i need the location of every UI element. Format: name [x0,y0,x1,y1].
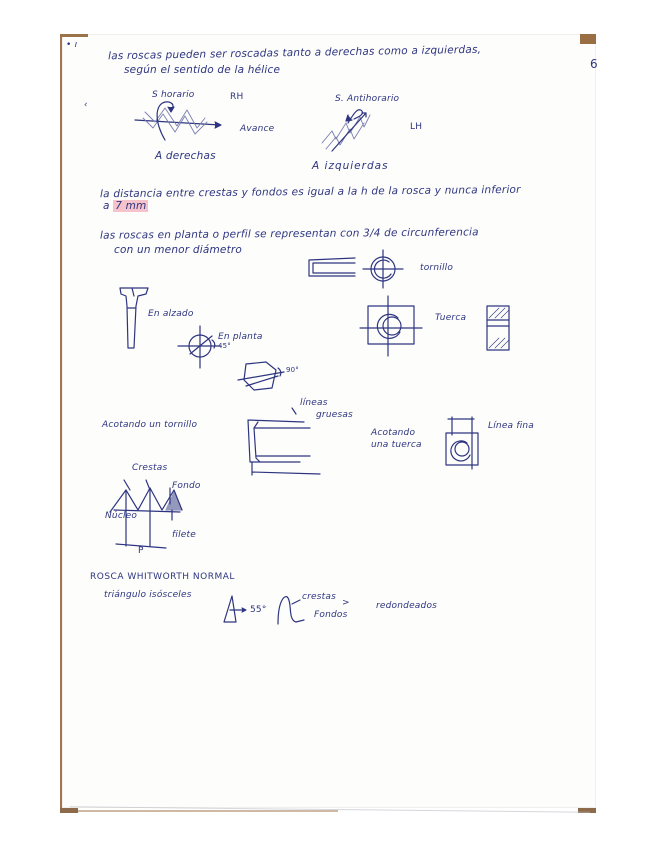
page-corner-tape [60,34,88,37]
plan-note-line-2: con un menor diámetro [114,244,243,256]
crestas-label: Crestas [132,463,168,473]
angle-90-label: 90° [286,366,300,374]
rotation-label-right: S horario [152,90,195,100]
whitworth-angle: 55° [250,605,267,615]
tornillo-label: tornillo [420,263,454,273]
lh-code: LH [410,122,423,132]
en-planta-label: En planta [218,332,263,342]
highlighted-value: 7 mm [115,200,147,212]
acotando-tornillo-label: Acotando un tornillo [102,420,198,430]
tuerca-label: Tuerca [435,313,467,323]
whitworth-fondos: Fondos [314,610,348,620]
whitworth-crestas: crestas [302,592,337,602]
lineas-label: líneas [300,398,328,408]
advance-label: Avance [240,124,275,134]
en-alzado-label: En alzado [148,309,194,319]
fondo-label: Fondo [172,481,201,491]
paso-label: P [138,546,144,556]
left-hand-caption: A izquierdas [312,160,389,172]
rh-code: RH [230,92,244,102]
intro-line-1: las roscas pueden ser roscadas tanto a derechas como a izquierdas, [107,43,482,63]
page-corner-tape [580,34,596,44]
left-hand-helix-drawing [318,105,378,155]
right-hand-caption: A derechas [155,150,216,162]
nut-plan-drawing [360,296,445,371]
filete-label: filete [172,530,196,540]
acotando-tuerca-label-1: Acotando [371,428,416,438]
distance-note-line-2: a 7 mm [103,200,147,212]
intro-line-2: según el sentido de la hélice [124,64,281,76]
gruesas-label: gruesas [316,410,353,420]
right-hand-helix-drawing [135,100,235,150]
linea-fina-label: Línea fina [488,421,535,431]
rotation-label-left: S. Antihorario [335,94,400,104]
page-corner-tape [60,808,78,813]
corner-mark: • ı [66,40,78,50]
hex-nut-90-drawing [238,360,293,395]
triangle-label: triángulo isósceles [104,590,192,600]
nucleo-label: Núcleo [105,511,138,521]
brace-icon: > [342,598,350,608]
plan-note-line-1: las roscas en planta o perfil se representan con 3/4 de circunferencia [99,226,479,242]
screw-thread-plan-drawing [305,248,415,293]
whitworth-title: ROSCA WHITWORTH NORMAL [90,572,235,582]
acotando-tuerca-label-2: una tuerca [371,440,422,450]
page-number: 6 [590,57,598,71]
angle-45-label: 45° [218,342,232,350]
countersunk-screw-elevation [118,286,158,356]
distance-note-line-1: la distancia entre crestas y fondos es igual a la h de la rosca y nunca inferior [99,183,521,201]
margin-mark: ‹ [84,100,88,110]
whitworth-redondeados: redondeados [376,601,438,611]
nut-section-drawing [485,304,515,354]
nut-dimension-drawing [440,415,490,470]
page-bottom-edge [78,810,338,812]
